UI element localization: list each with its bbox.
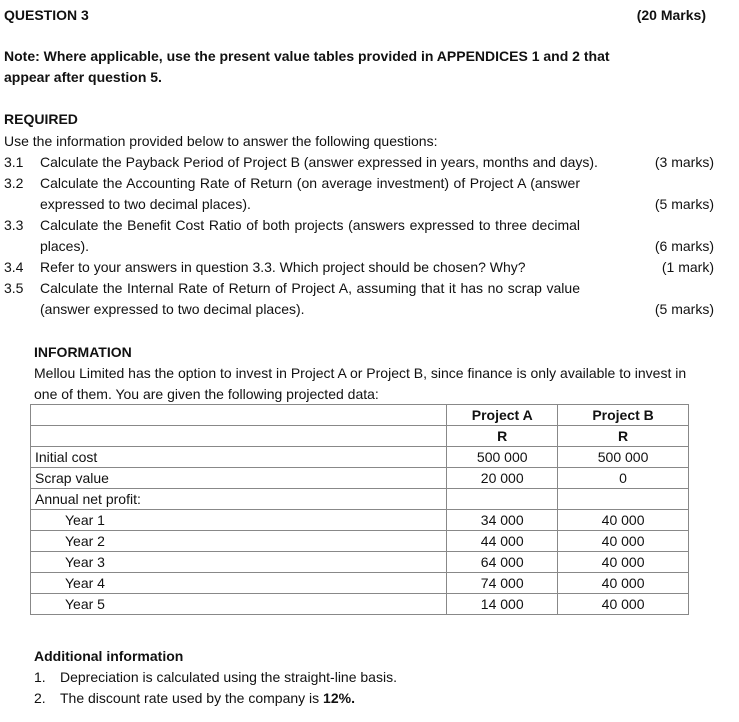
question-title: QUESTION 3 — [4, 7, 89, 23]
question-marks: (20 Marks) — [636, 7, 706, 23]
project-a-value: 14 000 — [447, 594, 558, 615]
project-b-value: 40 000 — [558, 510, 689, 531]
project-b-value: 500 000 — [558, 447, 689, 468]
question-marks: (5 marks) — [654, 301, 714, 317]
project-a-value: 20 000 — [447, 468, 558, 489]
project-b-value: 40 000 — [558, 594, 689, 615]
additional-info-list — [34, 667, 397, 709]
question-number: 3.5 — [4, 280, 24, 296]
question-text: Calculate the Payback Period of Project B (answer expressed in years, months and days). — [40, 154, 598, 170]
required-intro: Use the information provided below to answer the following questions: — [4, 133, 438, 149]
discount-rate-value: 12%. — [323, 690, 355, 706]
question-marks: (1 mark) — [661, 259, 714, 275]
question-text: Calculate the Benefit Cost Ratio of both projects (answers expressed to three decimal places). — [40, 217, 580, 254]
row-label: Annual net profit: — [31, 489, 447, 510]
question-text: Calculate the Internal Rate of Return of Project A, assuming that it has no scrap value (answer expressed to two decimal places). — [40, 280, 580, 317]
table-row — [31, 573, 689, 594]
information-heading: INFORMATION — [34, 344, 132, 360]
project-a-value: 500 000 — [447, 447, 558, 468]
row-label: Scrap value — [31, 468, 447, 489]
table-row — [31, 531, 689, 552]
list-item-number: 2. — [34, 690, 46, 706]
row-label: Year 2 — [31, 531, 447, 552]
table-row — [31, 489, 689, 510]
row-label: Year 4 — [31, 573, 447, 594]
question-marks: (3 marks) — [654, 154, 714, 170]
list-item — [34, 667, 397, 688]
project-b-value — [558, 489, 689, 510]
additional-info-heading: Additional information — [34, 648, 184, 664]
question-text: Refer to your answers in question 3.3. Which project should be chosen? Why? — [40, 259, 526, 275]
project-b-value: 40 000 — [558, 531, 689, 552]
question-number: 3.2 — [4, 175, 24, 191]
projected-data-table — [30, 404, 689, 615]
table-row — [31, 594, 689, 615]
table-cell — [31, 405, 447, 426]
table-row — [31, 468, 689, 489]
row-label: Year 1 — [31, 510, 447, 531]
row-label: Initial cost — [31, 447, 447, 468]
currency-project-b: R — [558, 426, 689, 447]
list-item-text: Depreciation is calculated using the straight-line basis. — [60, 669, 397, 685]
row-label: Year 5 — [31, 594, 447, 615]
information-text: Mellou Limited has the option to invest in Project A or Project B, since finance is only available to invest in one of them. You are given the following projected data: — [34, 365, 687, 402]
table-row — [31, 552, 689, 573]
column-header-project-b: Project B — [558, 405, 689, 426]
question-marks: (6 marks) — [654, 238, 714, 254]
table-header-row — [31, 405, 689, 426]
question-number: 3.1 — [4, 154, 24, 170]
project-a-value: 64 000 — [447, 552, 558, 573]
project-a-value: 34 000 — [447, 510, 558, 531]
row-label: Year 3 — [31, 552, 447, 573]
question-text: Calculate the Accounting Rate of Return (on average investment) of Project A (answer expressed to two decimal places). — [40, 175, 580, 212]
project-b-value: 40 000 — [558, 573, 689, 594]
table-row — [31, 447, 689, 468]
list-item-text: The discount rate used by the company is — [60, 690, 324, 706]
question-number: 3.4 — [4, 259, 24, 275]
note-text: Note: Where applicable, use the present value tables provided in APPENDICES 1 and 2 that appear after question 5. — [4, 48, 610, 85]
table-row — [31, 510, 689, 531]
list-item — [34, 688, 397, 709]
currency-project-a: R — [447, 426, 558, 447]
project-a-value: 44 000 — [447, 531, 558, 552]
project-a-value — [447, 489, 558, 510]
required-heading: REQUIRED — [4, 111, 78, 127]
question-marks: (5 marks) — [654, 196, 714, 212]
column-header-project-a: Project A — [447, 405, 558, 426]
list-item-number: 1. — [34, 669, 46, 685]
question-number: 3.3 — [4, 217, 24, 233]
table-currency-row — [31, 426, 689, 447]
project-b-value: 0 — [558, 468, 689, 489]
project-a-value: 74 000 — [447, 573, 558, 594]
table-cell — [31, 426, 447, 447]
project-b-value: 40 000 — [558, 552, 689, 573]
